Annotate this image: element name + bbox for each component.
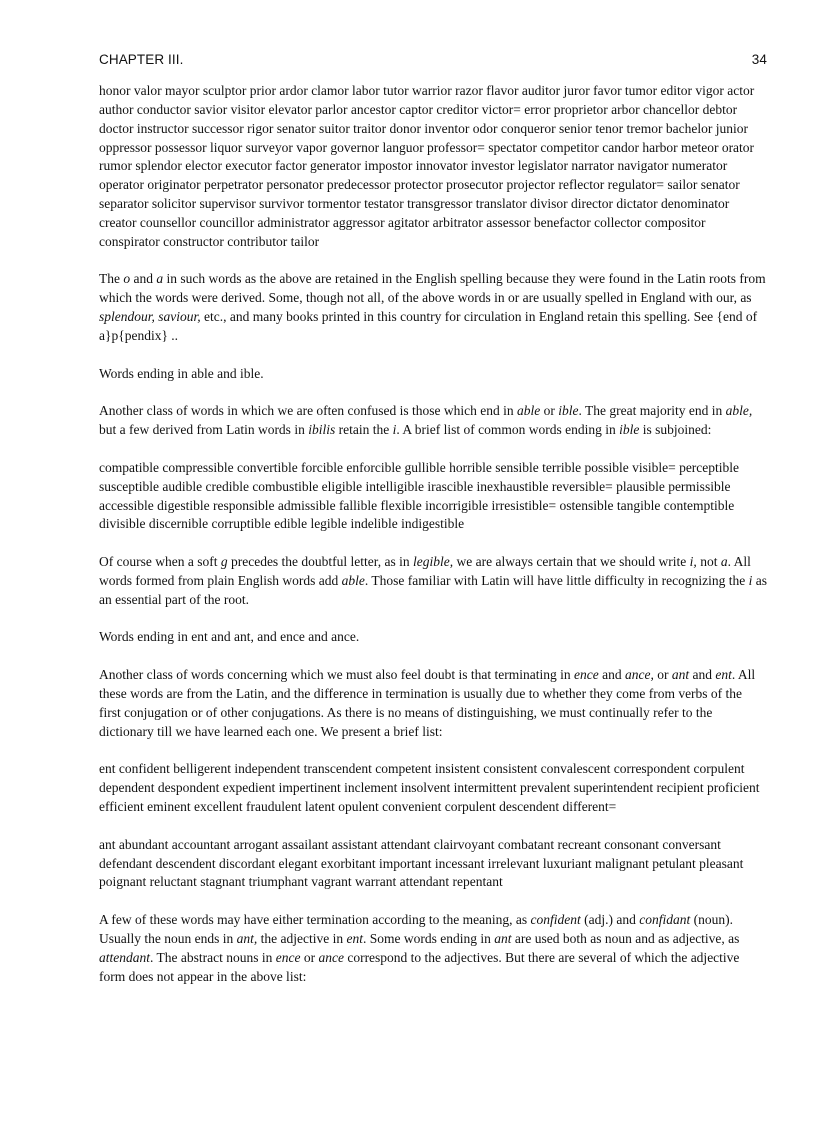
italic-term: i [392,422,397,438]
paragraph-o-and-a [99,270,767,345]
text-run: Words ending in ent and ant, and ence and ance. [99,629,360,645]
italic-term: ent [715,667,732,683]
italic-term: a [720,554,728,570]
text-run: Another class of words concerning which we must also feel doubt is that terminating in [99,667,575,683]
italic-term: able, [725,403,753,419]
italic-term: i [748,572,753,588]
subheading-ent-ant [99,628,767,647]
text-run: and [689,667,716,683]
text-run: we are always certain that we should write [453,554,690,570]
paragraph-ent-ant [99,666,767,741]
word-list-ible [99,459,767,534]
word-list-ent [99,760,767,817]
text-run: Words ending in able and ible. [99,365,264,381]
document-page [99,52,767,1005]
text-run: and [130,271,157,287]
italic-term: ance, [625,667,654,683]
italic-term: confidant [639,912,691,928]
text-run: . Those familiar with Latin will have little difficulty in recognizing the [364,572,749,588]
text-run: the adjective in [257,930,347,946]
italic-term: ence [275,949,301,965]
italic-term: g [220,554,228,570]
italic-term: ant, [236,930,258,946]
paragraph-termination [99,911,767,986]
italic-term: confident [530,912,581,928]
text-run: honor valor mayor sculptor prior ardor clamor labor tutor warrior razor flavor auditor juror favor tumor editor vigor actor author conductor savior visitor elevator parlor ancestor captor creditor victor= error proprietor arbor chancellor debtor doctor instructor successor rigor senator suitor traitor donor inventor odor conqueror senior tenor tremor bachelor junior oppressor possessor liquor surveyor vapor governor languor professor= spectator competitor candor harbor meteor orator rumor splendor elector executor factor generator impostor innovator investor legislator narrator navigator numerator operator originator perpetrator personator predecessor protector prosecutor projector reflector regulator= sailor senator separator solicitor supervisor survivor tormentor testator transgressor translator divisor director dictator denominator creator counsellor councillor administrator aggressor agitator arbitrator assessor benefactor collector compositor conspirator constructor contributor tailor [99,83,755,249]
text-run: or [300,949,319,965]
italic-term: ant [494,930,512,946]
italic-term: a [156,271,164,287]
italic-term: ance [318,949,344,965]
text-run: compatible compressible convertible forcible enforcible gullible horrible sensible terrible possible visible= perceptible susceptible audible credible combustible eligible intelligible irascible inexhaustible reversible= plausible permissible accessible digestible responsible admissible fallible flexible incorrigible irresistible= ostensible tangible contemptible divisible discernible corruptible edible legible indelible indigestible [99,459,740,532]
subheading-able-ible [99,365,767,384]
text-run: in such words as the above are retained in the English spelling because they were found in the Latin roots from which the words were derived. Some, though not all, of the above words in or are usually spelled in England with our, as [99,271,766,306]
text-run: (adj.) and [580,912,640,928]
text-run: Another class of words in which we are often confused is those which end in [99,403,518,419]
page-number: 34 [751,52,767,67]
text-run: . The abstract nouns in [150,949,276,965]
text-run: . All these words are from the Latin, and the difference in termination is usually due to whether they come from verbs of the first conjugation or of other conjugations. As there is no means of distinguishing, we must continually refer to the dictionary till we have learned each one. We present a brief list: [99,667,756,739]
word-list-or-endings [99,82,767,252]
italic-term: splendour, saviour, [99,309,201,325]
paragraph-able-ible [99,402,767,440]
running-header [99,52,767,82]
text-run: as an essential part of the root. [99,572,768,607]
text-run: . A brief list of common words ending in [396,422,620,438]
italic-term: ence [574,667,599,683]
text-run: is subjoined: [639,422,712,438]
text-run: correspond to the adjectives. But there are several of which the adjective form does not appear in the above list: [99,949,740,984]
italic-term: ible [558,403,579,419]
text-run: precedes the doubtful letter, as in [227,554,413,570]
text-run: and [598,667,626,683]
italic-term: ible [619,422,640,438]
text-run: ant abundant accountant arrogant assailant assistant attendant clairvoyant combatant recreant consonant conversant defendant descendent discordant elegant exorbitant important incessant irrelevant luxuriant malignant petulant pleasant poignant reluctant stagnant triumphant vagrant warrant attendant repentant [99,836,744,890]
italic-term: ent [346,930,363,946]
italic-term: legible, [413,554,454,570]
italic-term: o [123,271,131,287]
text-run: or [653,667,672,683]
text-run: etc., and many books printed in this country for circulation in England retain this spelling. See {end of a}p{pendix} .. [99,309,758,343]
text-run: but a few derived from Latin words in [99,422,309,438]
text-run: . All words formed from plain English words add [99,554,751,588]
chapter-title: CHAPTER III. [99,52,184,67]
text-run: not [696,554,721,570]
text-run: Of course when a soft [99,554,221,570]
word-list-ant [99,836,767,893]
paragraph-soft-g [99,553,767,610]
body-text [99,82,767,987]
text-run: The [99,271,124,287]
italic-term: able [341,572,365,588]
text-run: A few of these words may have either termination according to the meaning, as [99,912,531,928]
italic-term: i, [689,554,697,570]
italic-term: able [517,403,541,419]
text-run: ent confident belligerent independent transcendent competent insistent consistent convalescent correspondent corpulent dependent despondent expedient impertinent inclement insolvent intermittent prevalent superintendent recipient proficient efficient eminent excellent fraudulent latent opulent convenient corpulent descendent different= [99,761,760,815]
italic-term: ibilis [308,422,336,438]
text-run: . The great majority end in [578,403,726,419]
text-run: retain the [335,422,393,438]
text-run: or [540,403,559,419]
italic-term: attendant [99,949,150,965]
text-run: (noun). Usually the noun ends in [99,912,733,946]
italic-term: ant [671,667,690,683]
text-run: . Some words ending in [362,930,495,946]
text-run: are used both as noun and as adjective, as [511,930,740,946]
